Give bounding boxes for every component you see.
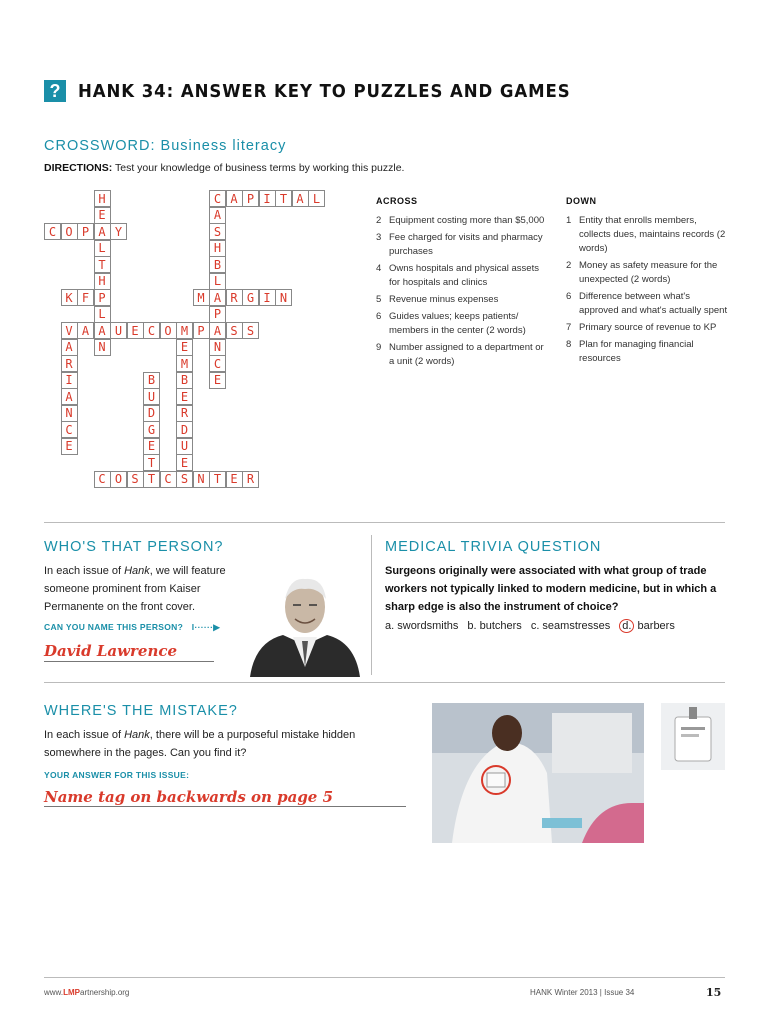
crossword-cell[interactable]: L	[94, 306, 111, 323]
across-clue	[376, 262, 546, 290]
crossword-cell[interactable]: O	[110, 471, 127, 488]
crossword-cell[interactable]: H	[94, 273, 111, 290]
down-heading: DOWN	[566, 196, 597, 206]
crossword-cell[interactable]: S	[127, 471, 144, 488]
mistake-text-italic: Hank	[124, 729, 150, 741]
crossword-cell[interactable]: A	[209, 289, 226, 306]
crossword-grid	[44, 190, 344, 500]
answer-line	[44, 661, 214, 662]
clue-number: 6	[376, 311, 382, 322]
arrow-right-icon: I······▶	[191, 622, 221, 632]
trivia-heading: MEDICAL TRIVIA QUESTION	[385, 539, 602, 555]
across-clue	[376, 214, 546, 228]
down-clue	[566, 321, 731, 335]
trivia-option[interactable]	[467, 620, 521, 632]
crossword-cell[interactable]: R	[61, 355, 78, 372]
crossword-cell[interactable]: B	[176, 372, 193, 389]
crossword-cell[interactable]: L	[308, 190, 325, 207]
crossword-cell[interactable]: N	[61, 405, 78, 422]
crossword-cell[interactable]: I	[259, 289, 276, 306]
option-letter: d.	[619, 619, 634, 633]
crossword-cell[interactable]: G	[242, 289, 259, 306]
crossword-cell[interactable]: D	[176, 421, 193, 438]
clue-number: 4	[376, 263, 382, 274]
crossword-cell[interactable]: R	[226, 289, 243, 306]
clue-text: Guides values; keeps patients/ members in the center (2 words)	[389, 311, 526, 336]
clue-number: 8	[566, 339, 572, 350]
page-title: HANK 34: ANSWER KEY TO PUZZLES AND GAMES	[78, 80, 571, 102]
directions-text: Test your knowledge of business terms by working this puzzle.	[112, 162, 405, 174]
crossword-cell[interactable]: U	[176, 438, 193, 455]
across-clue	[376, 231, 546, 259]
crossword-cell[interactable]: E	[61, 438, 78, 455]
crossword-cell[interactable]: M	[176, 322, 193, 339]
crossword-cell[interactable]: M	[193, 289, 210, 306]
crossword-cell[interactable]: T	[275, 190, 292, 207]
option-text: barbers	[634, 620, 675, 632]
crossword-cell[interactable]: A	[94, 223, 111, 240]
crossword-cell[interactable]: Y	[110, 223, 127, 240]
crossword-cell[interactable]: I	[259, 190, 276, 207]
crossword-cell[interactable]: A	[77, 322, 94, 339]
section-divider-2	[44, 682, 725, 683]
crossword-cell[interactable]: C	[209, 355, 226, 372]
crossword-cell[interactable]: U	[110, 322, 127, 339]
page-number: 15	[706, 986, 722, 999]
option-letter: c.	[530, 620, 540, 632]
down-clue	[566, 338, 731, 366]
crossword-cell[interactable]: A	[209, 322, 226, 339]
question-icon: ?	[44, 80, 66, 102]
clue-text: Number assigned to a department or a unit (2 words)	[389, 342, 544, 367]
crossword-cell[interactable]: A	[209, 207, 226, 224]
across-clue	[376, 293, 546, 307]
crossword-cell[interactable]: O	[61, 223, 78, 240]
mistake-text-post: , there will be a purposeful mistake hidden somewhere in the pages. Can you find it?	[44, 729, 356, 759]
who-text-italic: Hank	[124, 565, 150, 577]
mistake-answer: Name tag on backwards on page 5	[44, 788, 334, 806]
crossword-cell[interactable]: N	[193, 471, 210, 488]
crossword-cell[interactable]: D	[143, 405, 160, 422]
who-text-post: , we will feature someone prominent from Kaiser Permanente on the front cover.	[44, 565, 226, 613]
crossword-cell[interactable]: P	[94, 289, 111, 306]
crossword-cell[interactable]: B	[143, 372, 160, 389]
crossword-heading: CROSSWORD: Business literacy	[44, 138, 287, 154]
crossword-cell[interactable]: S	[226, 322, 243, 339]
trivia-question: Surgeons originally were associated with what group of trade workers not typically linked to modern medicine, but in which a sharp edge is also the instrument of choice?	[385, 565, 717, 613]
crossword-cell[interactable]: P	[77, 223, 94, 240]
crossword-cell[interactable]: B	[209, 256, 226, 273]
mistake-text	[44, 726, 414, 762]
clue-text: Money as safety measure for the unexpected (2 words)	[579, 260, 718, 285]
ask-prompt	[44, 622, 220, 633]
crossword-cell[interactable]: L	[209, 273, 226, 290]
option-text: seamstresses	[539, 620, 611, 632]
clue-number: 2	[566, 260, 572, 271]
crossword-cell[interactable]: E	[127, 322, 144, 339]
clue-text: Equipment costing more than $5,000	[389, 215, 545, 226]
mistake-text-pre: In each issue of	[44, 729, 125, 741]
crossword-cell[interactable]: S	[209, 223, 226, 240]
across-heading: ACROSS	[376, 196, 418, 206]
crossword-cell[interactable]: U	[143, 388, 160, 405]
crossword-cell[interactable]: P	[242, 190, 259, 207]
your-answer-label: YOUR ANSWER FOR THIS ISSUE:	[44, 770, 190, 780]
crossword-cell[interactable]: A	[292, 190, 309, 207]
crossword-cell[interactable]: G	[143, 421, 160, 438]
ask-label: CAN YOU NAME THIS PERSON?	[44, 622, 184, 632]
option-text: butchers	[476, 620, 522, 632]
clue-number: 5	[376, 294, 382, 305]
url-post: artnership.org	[80, 988, 130, 997]
crossword-cell[interactable]: C	[143, 322, 160, 339]
crossword-cell[interactable]: T	[143, 454, 160, 471]
clue-number: 3	[376, 232, 382, 243]
crossword-cell[interactable]: H	[209, 240, 226, 257]
url-pre: www.	[44, 988, 64, 997]
crossword-cell[interactable]: V	[61, 322, 78, 339]
who-answer: David Lawrence	[44, 642, 178, 660]
crossword-cell[interactable]: C	[160, 471, 177, 488]
url-brand: LMP	[63, 988, 81, 997]
clue-text: Difference between what's approved and what's actually spent	[579, 291, 728, 316]
down-clue	[566, 214, 731, 256]
crossword-cell[interactable]: P	[193, 322, 210, 339]
clue-text: Owns hospitals and physical assets for hospitals and clinics	[389, 263, 539, 288]
nurse-photo	[432, 703, 644, 843]
crossword-cell[interactable]: M	[176, 355, 193, 372]
crossword-cell[interactable]: S	[242, 322, 259, 339]
section-divider	[44, 522, 725, 523]
down-clues	[566, 196, 731, 369]
crossword-cell[interactable]: E	[143, 438, 160, 455]
clue-text: Revenue minus expenses	[389, 294, 499, 305]
crossword-directions	[44, 162, 404, 174]
name-tag-photo	[661, 703, 725, 770]
clue-text: Fee charged for visits and pharmacy purchases	[389, 232, 543, 257]
trivia-option[interactable]	[619, 620, 675, 632]
crossword-cell[interactable]: P	[209, 306, 226, 323]
crossword-cell[interactable]: A	[61, 388, 78, 405]
answer-line-2	[44, 806, 406, 807]
crossword-cell[interactable]: E	[176, 454, 193, 471]
clue-number: 2	[376, 215, 382, 226]
option-letter: b.	[467, 620, 477, 632]
crossword-cell[interactable]: C	[44, 223, 61, 240]
mistake-heading: WHERE'S THE MISTAKE?	[44, 703, 238, 719]
crossword-cell[interactable]: E	[209, 372, 226, 389]
clue-text: Primary source of revenue to KP	[579, 322, 717, 333]
footer-url[interactable]	[44, 988, 129, 997]
who-heading: WHO'S THAT PERSON?	[44, 539, 224, 555]
who-text-pre: In each issue of	[44, 565, 125, 577]
clue-number: 9	[376, 342, 382, 353]
crossword-cell[interactable]: N	[94, 339, 111, 356]
page-header	[44, 80, 613, 102]
option-letter: a.	[385, 620, 395, 632]
option-text: swordsmiths	[394, 620, 459, 632]
clue-number: 1	[566, 215, 572, 226]
crossword-cell[interactable]: R	[176, 405, 193, 422]
who-text	[44, 562, 244, 616]
trivia-options	[385, 620, 730, 632]
crossword-cell[interactable]: C	[209, 190, 226, 207]
crossword-cell[interactable]: C	[94, 471, 111, 488]
crossword-cell[interactable]: C	[61, 421, 78, 438]
crossword-cell[interactable]: H	[94, 190, 111, 207]
down-clue	[566, 290, 731, 318]
crossword-cell[interactable]: F	[77, 289, 94, 306]
across-clue	[376, 341, 546, 369]
crossword-cell[interactable]: E	[226, 471, 243, 488]
crossword-cell[interactable]: E	[176, 339, 193, 356]
footer-rule	[44, 977, 725, 978]
crossword-cell[interactable]: N	[209, 339, 226, 356]
trivia-option[interactable]	[531, 620, 610, 632]
column-divider	[371, 535, 372, 675]
crossword-cell[interactable]: T	[209, 471, 226, 488]
crossword-cell[interactable]: R	[242, 471, 259, 488]
crossword-cell[interactable]: T	[94, 256, 111, 273]
trivia-option[interactable]	[385, 620, 458, 632]
crossword-cell[interactable]: O	[160, 322, 177, 339]
clue-text: Plan for managing financial resources	[579, 339, 694, 364]
crossword-cell[interactable]: A	[226, 190, 243, 207]
crossword-cell[interactable]: L	[94, 240, 111, 257]
crossword-cell[interactable]: E	[94, 207, 111, 224]
across-clues	[376, 196, 546, 372]
crossword-cell[interactable]: K	[61, 289, 78, 306]
crossword-cell[interactable]: T	[143, 471, 160, 488]
clue-number: 7	[566, 322, 572, 333]
crossword-cell[interactable]: I	[61, 372, 78, 389]
clue-text: Entity that enrolls members, collects dues, maintains records (2 words)	[579, 215, 726, 254]
footer-issue: HANK Winter 2013 | Issue 34	[530, 988, 635, 997]
directions-label: DIRECTIONS:	[44, 162, 113, 174]
across-clue	[376, 310, 546, 338]
crossword-cell[interactable]: E	[176, 388, 193, 405]
crossword-cell[interactable]: A	[94, 322, 111, 339]
crossword-cell[interactable]: N	[275, 289, 292, 306]
crossword-cell[interactable]: A	[61, 339, 78, 356]
down-clue	[566, 259, 731, 287]
clue-number: 6	[566, 291, 572, 302]
crossword-cell[interactable]: S	[176, 471, 193, 488]
person-photo	[245, 567, 365, 677]
